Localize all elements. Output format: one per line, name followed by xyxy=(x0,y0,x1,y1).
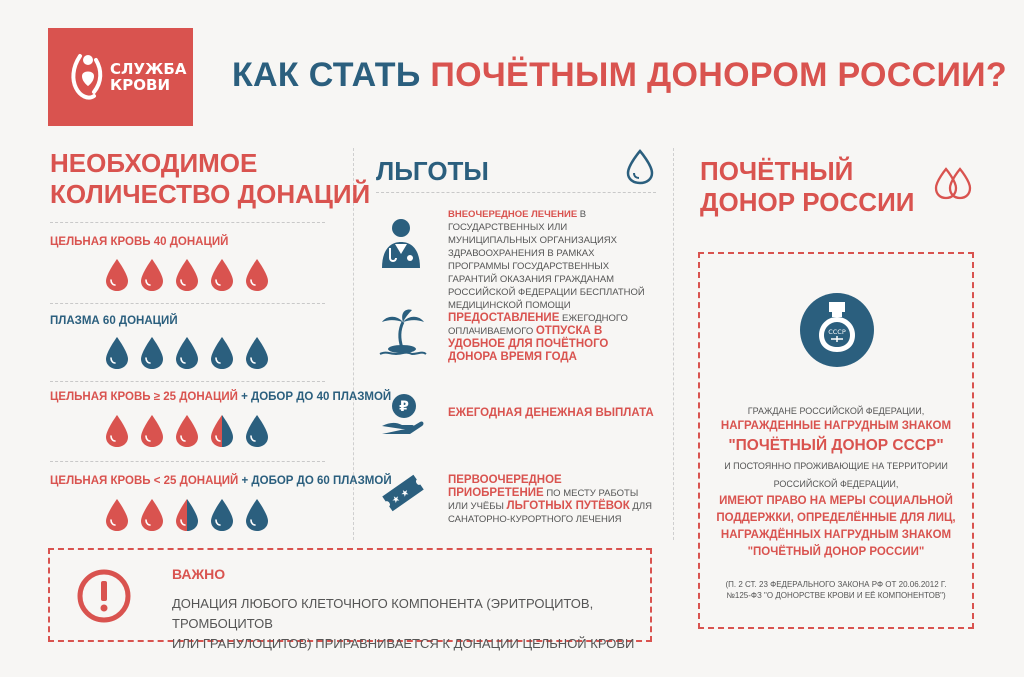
blood-drop-blue-icon xyxy=(244,498,270,532)
blood-drop-blue-icon xyxy=(139,336,165,370)
page-title xyxy=(232,56,1007,95)
heart-drop-logo-icon xyxy=(70,50,106,104)
blood-drop-red-icon xyxy=(104,258,130,292)
double-drop-icon xyxy=(932,166,976,202)
benefit-4 xyxy=(448,474,658,526)
important-line-2: ИЛИ ГРАНУЛОЦИТОВ) ПРИРАВНИВАЕТСЯ К ДОНАЦИИ ЦЕЛЬНОЙ КРОВИ xyxy=(172,636,635,651)
blood-drop-half-icon xyxy=(209,414,235,448)
blood-drop-blue-icon xyxy=(104,336,130,370)
medal-label: СССР xyxy=(828,328,846,336)
donation-row-label-4-extra: + ДОБОР ДО 60 ПЛАЗМОЙ xyxy=(241,475,392,487)
honorary-heading xyxy=(700,156,914,218)
drops-row-2 xyxy=(104,336,270,370)
honorary-line-1: ГРАЖДАНЕ РОССИЙСКОЙ ФЕДЕРАЦИИ, xyxy=(747,406,925,416)
donations-heading-line-1: НЕОБХОДИМОЕ xyxy=(50,148,258,178)
benefit-3-bold: ЕЖЕГОДНАЯ ДЕНЕЖНАЯ ВЫПЛАТА xyxy=(448,407,654,419)
benefit-4-bold-2: ЛЬГОТНЫХ ПУТЁВОК xyxy=(506,500,630,512)
donation-row-label-3-main: ЦЕЛЬНАЯ КРОВЬ ≥ 25 ДОНАЦИЙ xyxy=(50,391,238,403)
benefits-heading: ЛЬГОТЫ xyxy=(376,156,489,186)
benefit-1 xyxy=(448,208,656,312)
important-text xyxy=(172,594,642,654)
law-reference-2: №125-ФЗ "О ДОНОРСТВЕ КРОВИ И ЕЁ КОМПОНЕНТОВ") xyxy=(726,591,946,600)
column-divider-2 xyxy=(673,148,674,540)
donation-row-label-3-extra: + ДОБОР ДО 40 ПЛАЗМОЙ xyxy=(241,391,392,403)
title-part-2: ПОЧЁТНЫМ ДОНОРОМ РОССИИ? xyxy=(430,56,1007,94)
honorary-line-5: РОССИЙСКОЙ ФЕДЕРАЦИИ, xyxy=(773,479,899,489)
divider xyxy=(50,222,325,223)
drops-row-1 xyxy=(104,258,270,292)
honorary-line-6: ИМЕЮТ ПРАВО НА МЕРЫ СОЦИАЛЬНОЙ xyxy=(719,495,953,507)
donation-row-label-2: ПЛАЗМА 60 ДОНАЦИЙ xyxy=(50,315,178,327)
svg-text:★ ★: ★ ★ xyxy=(390,487,412,507)
honorary-line-3: "ПОЧЁТНЫЙ ДОНОР СССР" xyxy=(728,437,944,454)
exclamation-icon xyxy=(76,568,132,624)
honorary-heading-line-1: ПОЧЁТНЫЙ xyxy=(700,156,854,186)
medal-icon xyxy=(799,288,875,370)
benefit-3 xyxy=(448,407,656,420)
ticket-icon xyxy=(380,470,426,516)
honorary-line-2: НАГРАЖДЕННЫЕ НАГРУДНЫМ ЗНАКОМ xyxy=(720,420,952,432)
benefit-2 xyxy=(448,312,656,364)
honorary-heading-line-2: ДОНОР РОССИИ xyxy=(700,187,915,217)
blood-drop-red-icon xyxy=(174,414,200,448)
honorary-text xyxy=(702,404,970,601)
blood-drop-blue-icon xyxy=(174,336,200,370)
donation-row-label-3 xyxy=(50,391,391,403)
honorary-line-9: "ПОЧЁТНЫЙ ДОНОР РОССИИ" xyxy=(747,546,925,558)
drops-row-3 xyxy=(104,414,270,448)
benefit-4-text: ПО МЕСТУ РАБОТЫ ИЛИ УЧЁБЫ xyxy=(448,488,639,512)
blood-drop-blue-icon xyxy=(244,414,270,448)
donations-heading-line-2: КОЛИЧЕСТВО ДОНАЦИЙ xyxy=(50,179,371,209)
divider xyxy=(376,192,656,193)
benefit-1-text: В ГОСУДАРСТВЕННЫХ ИЛИ МУНИЦИПАЛЬНЫХ ОРГАНИЗАЦИЯХ ЗДРАВООХРАНЕНИЯ В РАМКАХ ПРОГРАММЫ ГОСУДАРСТВЕННЫХ ГАРАНТИЙ ОКАЗАНИЯ ГРАЖДАНАМ РОССИЙСКОЙ ФЕДЕРАЦИИ БЕСПЛАТНОЙ МЕДИЦИНСКОЙ ПОМОЩИ xyxy=(448,209,645,311)
island-icon xyxy=(378,306,428,356)
blood-drop-red-icon xyxy=(174,258,200,292)
blood-drop-half-icon xyxy=(174,498,200,532)
benefit-2-bold-2: ОТПУСКА В УДОБНОЕ ДЛЯ ПОЧЁТНОГО ДОНОРА ВРЕМЯ ГОДА xyxy=(448,325,609,363)
benefit-1-bold: ВНЕОЧЕРЕДНОЕ ЛЕЧЕНИЕ xyxy=(448,209,578,220)
blood-drop-blue-icon xyxy=(244,336,270,370)
blood-drop-red-icon xyxy=(209,258,235,292)
blood-drop-red-icon xyxy=(139,414,165,448)
divider xyxy=(50,461,325,462)
benefit-4-bold: ПЕРВООЧЕРЕДНОЕ ПРИОБРЕТЕНИЕ xyxy=(448,474,562,499)
blood-drop-blue-icon xyxy=(209,498,235,532)
benefit-2-text: ЕЖЕГОДНОГО ОПЛАЧИВАЕМОГО xyxy=(448,313,628,337)
donations-heading xyxy=(50,148,370,210)
title-part-1: КАК СТАТЬ xyxy=(232,56,431,94)
blood-drop-red-icon xyxy=(104,414,130,448)
drop-outline-icon xyxy=(623,148,657,186)
logo-text xyxy=(110,61,186,93)
divider xyxy=(50,381,325,382)
donation-row-label-4 xyxy=(50,475,392,487)
honorary-line-8: НАГРАЖДЁННЫХ НАГРУДНЫМ ЗНАКОМ xyxy=(720,529,952,541)
ruble-hand-icon xyxy=(380,392,426,438)
blood-drop-red-icon xyxy=(139,498,165,532)
logo-line-1: СЛУЖБА xyxy=(110,60,187,78)
blood-drop-red-icon xyxy=(104,498,130,532)
honorary-line-4: И ПОСТОЯННО ПРОЖИВАЮЩИЕ НА ТЕРРИТОРИИ xyxy=(724,461,948,471)
benefit-4-text-2: ДЛЯ САНАТОРНО-КУРОРТНОГО ЛЕЧЕНИЯ xyxy=(448,501,652,525)
logo-line-2: КРОВИ xyxy=(110,76,170,94)
blood-drop-blue-icon xyxy=(209,336,235,370)
doctor-icon xyxy=(378,216,424,270)
blood-drop-red-icon xyxy=(139,258,165,292)
important-title: ВАЖНО xyxy=(172,566,226,582)
blood-drop-red-icon xyxy=(244,258,270,292)
donation-row-label-4-main: ЦЕЛЬНАЯ КРОВЬ < 25 ДОНАЦИЙ xyxy=(50,475,239,487)
svg-text:₽: ₽ xyxy=(399,399,409,415)
benefit-2-bold: ПРЕДОСТАВЛЕНИЕ xyxy=(448,312,560,324)
honorary-line-7: ПОДДЕРЖКИ, ОПРЕДЕЛЁННЫЕ ДЛЯ ЛИЦ, xyxy=(716,512,956,524)
divider xyxy=(50,303,325,304)
important-line-1: ДОНАЦИЯ ЛЮБОГО КЛЕТОЧНОГО КОМПОНЕНТА (ЭРИТРОЦИТОВ, ТРОМБОЦИТОВ xyxy=(172,596,594,631)
donation-row-label-1: ЦЕЛЬНАЯ КРОВЬ 40 ДОНАЦИЙ xyxy=(50,236,229,248)
logo xyxy=(48,28,193,126)
law-reference-1: (П. 2 СТ. 23 ФЕДЕРАЛЬНОГО ЗАКОНА РФ ОТ 20.06.2012 Г. xyxy=(725,580,947,589)
drops-row-4 xyxy=(104,498,270,532)
